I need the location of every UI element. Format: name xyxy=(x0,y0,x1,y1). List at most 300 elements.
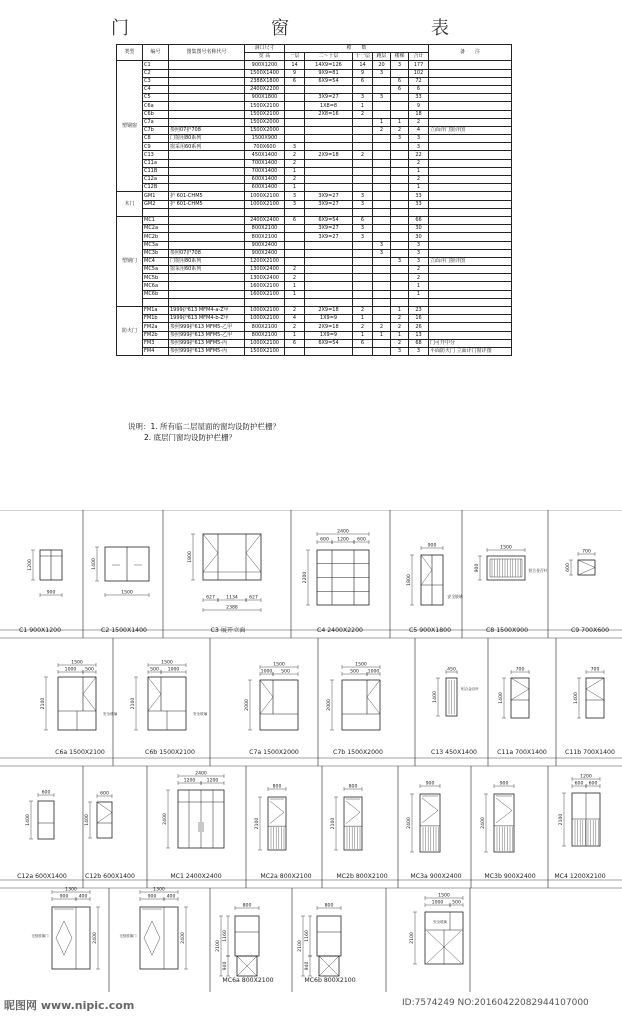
drawing-16 xyxy=(162,771,224,849)
cell-note xyxy=(429,85,512,93)
cell-c1: 6 xyxy=(285,77,305,85)
cell-size: 1000X2100 xyxy=(245,200,285,208)
drawing-4 xyxy=(406,543,463,606)
col-header-atlas: 图集图号名称代号 xyxy=(169,45,245,61)
col-header-count: 樘 数 xyxy=(285,45,429,53)
cell-note: 立面详门窗详图 xyxy=(429,257,512,265)
cell-size: 2388X1800 xyxy=(245,77,285,85)
cell-c3 xyxy=(353,167,373,175)
dimension-label: 1300 xyxy=(65,887,77,893)
cell-c5: 3 xyxy=(391,257,409,265)
cell-atlas: 参照999护613 MFM5-乙甲 xyxy=(169,323,245,331)
cell-c5 xyxy=(391,69,409,77)
cell-c1: 2 xyxy=(285,274,305,282)
cell-note xyxy=(429,159,512,167)
cell-c5 xyxy=(391,225,409,233)
cell-total xyxy=(409,208,429,216)
col-header-floor1: 一层 xyxy=(285,53,305,61)
dimension-label: 700 xyxy=(590,667,600,673)
cell-size: 1500X900 xyxy=(245,135,285,143)
cell-c2 xyxy=(305,184,353,192)
dimension-label: 1500 xyxy=(273,662,285,668)
cell-atlas xyxy=(169,102,245,110)
image-id: ID:7574249 NO:20160422082944107000 xyxy=(402,998,589,1008)
cell-c2 xyxy=(305,249,353,257)
table-row xyxy=(117,225,512,233)
cell-c1 xyxy=(285,257,305,265)
cell-note xyxy=(429,225,512,233)
col-header-type: 类型 xyxy=(117,45,143,61)
cell-atlas xyxy=(169,159,245,167)
cell-total: 4 xyxy=(409,126,429,134)
drawing-caption: C11b 700X1400 xyxy=(565,749,615,756)
cell-atlas xyxy=(169,225,245,233)
table-row xyxy=(117,94,512,102)
cell-code: C8 xyxy=(143,135,169,143)
cell-size: 450X1400 xyxy=(245,151,285,159)
cell-c4 xyxy=(373,77,391,85)
drawing-caption: C1 900X1200 xyxy=(18,627,62,634)
cell-size: 600X1400 xyxy=(245,176,285,184)
cell-c4 xyxy=(373,167,391,175)
cell-note xyxy=(429,216,512,224)
table-row xyxy=(117,85,512,93)
cell-c3: 3 xyxy=(353,225,373,233)
dimension-label: 2100 xyxy=(41,697,46,710)
drawing-14 xyxy=(25,790,54,840)
cell-size: 1300X2400 xyxy=(245,266,285,274)
cell-c1 xyxy=(285,135,305,143)
cell-c4: 1 xyxy=(373,331,391,339)
cell-note xyxy=(429,233,512,241)
cell-size: 1500X2000 xyxy=(245,126,285,134)
cell-size: 600X1400 xyxy=(245,184,285,192)
cell-c1: 3 xyxy=(285,192,305,200)
dimension-label: 2400 xyxy=(163,813,168,825)
cell-c2 xyxy=(305,167,353,175)
table-row xyxy=(117,315,512,323)
table-row xyxy=(117,290,512,298)
cell-size: 1000X2100 xyxy=(245,339,285,347)
cell-note xyxy=(429,77,512,85)
cell-note xyxy=(429,151,512,159)
cell-c3 xyxy=(353,159,373,167)
cell-size: 1300X2400 xyxy=(245,274,285,282)
col-header-floor11: 十一层 xyxy=(353,53,373,61)
cell-total: 68 xyxy=(409,339,429,347)
drawing-7 xyxy=(40,660,118,731)
dimension-label: 1800 xyxy=(188,551,193,563)
cell-c2 xyxy=(305,347,353,355)
cell-size: 800X2100 xyxy=(245,233,285,241)
cell-note xyxy=(429,249,512,257)
cell-c3 xyxy=(353,274,373,282)
drawing-caption: MC4 1200X2100 xyxy=(554,873,606,880)
category-cell: 塑钢窗 xyxy=(117,61,143,192)
cell-c1 xyxy=(285,225,305,233)
page-title: 门 窗 表 xyxy=(111,18,511,39)
cell-c1: 14 xyxy=(285,61,305,69)
cell-c4 xyxy=(373,282,391,290)
cell-size: 900X1800 xyxy=(245,94,285,102)
drawing-caption: C2 1500X1400 xyxy=(101,627,147,634)
dimension-label: 500 xyxy=(281,669,290,675)
cell-c2 xyxy=(305,126,353,134)
dimension-label: 2400 xyxy=(407,817,412,829)
cell-c4 xyxy=(373,298,391,306)
cell-c3: 2 xyxy=(353,307,373,315)
cell-code: GM2 xyxy=(143,200,169,208)
cell-c3: 3 xyxy=(353,233,373,241)
table-row xyxy=(117,208,512,216)
cell-c1: 1 xyxy=(285,184,305,192)
dimension-label: 1500 xyxy=(71,660,83,666)
dimension-label: 1500 xyxy=(500,545,512,551)
table-row xyxy=(117,331,512,339)
dimension-label: 600 xyxy=(320,537,329,543)
cell-c5: 3 xyxy=(391,61,409,69)
cell-atlas xyxy=(169,290,245,298)
cell-atlas: 护 601-CHM5 xyxy=(169,192,245,200)
dimension-label: 500 xyxy=(452,900,461,906)
elevation-drawings xyxy=(0,510,622,992)
table-row xyxy=(117,249,512,257)
cell-c3 xyxy=(353,118,373,126)
cell-c2: 2X9=18 xyxy=(305,323,353,331)
dimension-label: 1160 xyxy=(223,930,228,942)
cell-c3: 9 xyxy=(353,69,373,77)
cell-c3 xyxy=(353,290,373,298)
cell-note xyxy=(429,323,512,331)
dimension-label: 400 xyxy=(166,894,176,900)
notes xyxy=(128,421,280,443)
cell-c5: 3 xyxy=(391,347,409,355)
cell-size: 1500X1400 xyxy=(245,69,285,77)
cell-c5 xyxy=(391,249,409,257)
cell-c4 xyxy=(373,266,391,274)
dimension-label: 627 xyxy=(249,595,258,601)
cell-c4 xyxy=(373,102,391,110)
dimension-label: 1400 xyxy=(26,814,31,826)
note-line: 2. 底层门窗均设防护栏栅？ xyxy=(144,433,237,442)
cell-c3 xyxy=(353,266,373,274)
dimension-label: 1400 xyxy=(433,691,438,703)
cell-total: 2 xyxy=(409,118,429,126)
cell-code: MC5a xyxy=(143,266,169,274)
dimension-label: 1000 xyxy=(64,667,77,673)
cell-atlas xyxy=(169,167,245,175)
cell-c1 xyxy=(285,102,305,110)
cell-c3 xyxy=(353,257,373,265)
cell-size: 1500X2100 xyxy=(245,110,285,118)
dimension-label: 450 xyxy=(447,667,456,673)
drawing-6 xyxy=(565,549,595,576)
cell-c5 xyxy=(391,110,409,118)
cell-code: C7a xyxy=(143,118,169,126)
drawing-caption: MC6b 800X2100 xyxy=(304,977,356,984)
cell-code: C3 xyxy=(143,77,169,85)
cell-c2 xyxy=(305,118,353,126)
cell-c2: 9X9=81 xyxy=(305,69,353,77)
dimension-label: 900 xyxy=(427,543,437,549)
cell-total: 3 xyxy=(409,241,429,249)
cell-note xyxy=(429,176,512,184)
table-row xyxy=(117,167,512,175)
cell-c3: 1 xyxy=(353,331,373,339)
cell-c5: 2 xyxy=(391,315,409,323)
dimension-label: 1160 xyxy=(305,930,310,942)
cell-code: MC2b xyxy=(143,233,169,241)
cell-note xyxy=(429,61,512,69)
dimension-label: 1134 xyxy=(226,595,238,601)
cell-c4 xyxy=(373,208,391,216)
cell-c4: 3 xyxy=(373,94,391,102)
table-row xyxy=(117,339,512,347)
cell-total: 102 xyxy=(409,69,429,77)
dimension-label: 940 xyxy=(223,961,228,971)
table-row xyxy=(117,266,512,274)
table-row xyxy=(117,184,512,192)
table-row xyxy=(117,347,512,355)
table-row xyxy=(117,118,512,126)
cell-total: 30 xyxy=(409,225,429,233)
cell-code: MC6b xyxy=(143,290,169,298)
cell-c1: 1 xyxy=(285,167,305,175)
cell-c4: 1 xyxy=(373,118,391,126)
cell-c5: 3 xyxy=(391,135,409,143)
cell-c4 xyxy=(373,257,391,265)
cell-size: 800X2100 xyxy=(245,331,285,339)
cell-total: 13 xyxy=(409,331,429,339)
dimension-label: 2100 xyxy=(410,932,415,944)
drawing-caption: C6b 1500X2100 xyxy=(145,749,195,756)
cell-c4 xyxy=(373,307,391,315)
cell-c5 xyxy=(391,176,409,184)
category-cell: 木门 xyxy=(117,192,143,217)
glass-note: 无框玻璃门 xyxy=(119,934,137,938)
cell-code: MC2a xyxy=(143,225,169,233)
cell-total: 2 xyxy=(409,176,429,184)
drawing-23 xyxy=(120,887,188,970)
drawing-15 xyxy=(84,791,112,839)
cell-size: 1500X2100 xyxy=(245,102,285,110)
cell-total: 33 xyxy=(409,192,429,200)
dimension-label: 500 xyxy=(85,667,94,673)
drawing-caption: MC1 2400X2400 xyxy=(170,873,222,880)
table-row xyxy=(117,200,512,208)
cell-c5 xyxy=(391,167,409,175)
cell-size xyxy=(245,298,285,306)
cell-c4 xyxy=(373,151,391,159)
cell-total: 72 xyxy=(409,77,429,85)
col-header-jump: 跑层 xyxy=(373,53,391,61)
cell-total: 23 xyxy=(409,307,429,315)
cell-atlas xyxy=(169,274,245,282)
cell-c4 xyxy=(373,192,391,200)
cell-c2: 6X9=54 xyxy=(305,77,353,85)
cell-c1: 2 xyxy=(285,176,305,184)
cell-c2: 3X9=27 xyxy=(305,233,353,241)
cell-c1: 6 xyxy=(285,339,305,347)
cell-c1 xyxy=(285,298,305,306)
cell-c3 xyxy=(353,208,373,216)
cell-atlas: 参照07护708 xyxy=(169,126,245,134)
table-row xyxy=(117,274,512,282)
dimension-label: 400 xyxy=(78,894,88,900)
dimension-label: 2400 xyxy=(337,529,349,535)
cell-atlas xyxy=(169,110,245,118)
dimension-label: 2400 xyxy=(181,932,186,944)
table-row xyxy=(117,323,512,331)
cell-c2 xyxy=(305,143,353,151)
cell-c1: 1 xyxy=(285,290,305,298)
cell-c5 xyxy=(391,274,409,282)
cell-total: 18 xyxy=(409,110,429,118)
cell-size: 2400X2200 xyxy=(245,85,285,93)
cell-code: MC1 xyxy=(143,216,169,224)
cell-c5 xyxy=(391,94,409,102)
table-row xyxy=(117,282,512,290)
cell-note xyxy=(429,241,512,249)
dimension-label: 700 xyxy=(582,549,591,555)
cell-total: 33 xyxy=(409,200,429,208)
table-row xyxy=(117,233,512,241)
glass-note: 无框玻璃门 xyxy=(31,934,49,938)
drawing-11 xyxy=(432,667,479,717)
drawing-8 xyxy=(130,660,208,731)
cell-size: 800X2100 xyxy=(245,225,285,233)
cell-atlas: 参照999护613 MFM5-丙 xyxy=(169,347,245,355)
cell-c2 xyxy=(305,159,353,167)
drawing-22 xyxy=(32,887,100,970)
drawing-caption: C5 900X1800 xyxy=(408,627,452,634)
cell-c2 xyxy=(305,298,353,306)
cell-c1 xyxy=(285,85,305,93)
dimension-label: 2000 xyxy=(327,699,332,711)
cell-c3 xyxy=(353,176,373,184)
cell-atlas xyxy=(169,233,245,241)
cell-c4: 2 xyxy=(373,126,391,134)
cell-c5: 1 xyxy=(391,118,409,126)
cell-c1 xyxy=(285,347,305,355)
table-row xyxy=(117,151,512,159)
table-row xyxy=(117,135,512,143)
dimension-label: 1500 xyxy=(121,590,133,596)
cell-code: FM2a xyxy=(143,323,169,331)
cell-total: 3 xyxy=(409,347,429,355)
cell-note xyxy=(429,331,512,339)
drawing-2 xyxy=(187,534,261,612)
col-header-opening: 洞口尺寸 xyxy=(245,45,285,53)
drawing-caption: C3 展开立面 xyxy=(210,627,246,634)
table-row xyxy=(117,77,512,85)
dimension-label: 1000 xyxy=(167,667,180,673)
cell-c5 xyxy=(391,143,409,151)
cell-c5 xyxy=(391,151,409,159)
dimension-label: 2100 xyxy=(255,817,260,830)
dimension-label: 500 xyxy=(350,669,359,675)
cell-code: GM1 xyxy=(143,192,169,200)
table-header-row xyxy=(117,45,512,53)
cell-c3 xyxy=(353,347,373,355)
glass-note: 安全玻璃 xyxy=(433,920,447,924)
cell-code: C11B xyxy=(143,167,169,175)
drawing-caption: C12b 600X1400 xyxy=(85,873,135,880)
cell-total: 33 xyxy=(409,94,429,102)
drawing-caption: MC2a 800X2100 xyxy=(260,873,312,880)
cell-total: 16 xyxy=(409,315,429,323)
dimension-label: 900 xyxy=(475,563,480,573)
cell-c4 xyxy=(373,225,391,233)
cell-note xyxy=(429,118,512,126)
drawing-caption: C12a 600X1400 xyxy=(17,873,67,880)
dimension-label: 1000 xyxy=(431,900,444,906)
cell-code: C12B xyxy=(143,184,169,192)
cell-c1: 2 xyxy=(285,323,305,331)
cell-c4 xyxy=(373,216,391,224)
cell-c1 xyxy=(285,233,305,241)
dimension-label: 1400 xyxy=(499,692,504,704)
cell-total: 3 xyxy=(409,257,429,265)
cell-code xyxy=(143,208,169,216)
cell-c5: 6 xyxy=(391,85,409,93)
dimension-label: 1800 xyxy=(407,574,412,586)
cell-total: 3 xyxy=(409,135,429,143)
dimension-label: 900 xyxy=(46,590,56,596)
cell-c2: 2X9=18 xyxy=(305,307,353,315)
drawing-9 xyxy=(244,662,298,731)
cell-c5 xyxy=(391,192,409,200)
cell-size: 1600X2100 xyxy=(245,282,285,290)
drawing-caption: MC6a 800X2100 xyxy=(222,977,274,984)
dimension-label: 600 xyxy=(100,791,109,797)
cell-c2: 6X9=54 xyxy=(305,216,353,224)
cell-c4 xyxy=(373,135,391,143)
cell-c3 xyxy=(353,135,373,143)
cell-total: 2 xyxy=(409,266,429,274)
cell-size: 1600X2100 xyxy=(245,290,285,298)
cell-c5 xyxy=(391,184,409,192)
cell-c3: 3 xyxy=(353,94,373,102)
cell-c3 xyxy=(353,184,373,192)
table-body xyxy=(117,61,512,356)
louver-note: 铝合金百叶 xyxy=(528,568,548,573)
cell-c5 xyxy=(391,159,409,167)
cell-c3: 1 xyxy=(353,315,373,323)
cell-c5: 2 xyxy=(391,126,409,134)
cell-c4 xyxy=(373,85,391,93)
cell-note xyxy=(429,184,512,192)
cell-c4 xyxy=(373,200,391,208)
cell-c4 xyxy=(373,184,391,192)
cell-atlas: 门窗用80系列 xyxy=(169,257,245,265)
cell-c2: 3X9=27 xyxy=(305,94,353,102)
drawing-13 xyxy=(573,667,604,719)
cell-c3: 6 xyxy=(353,216,373,224)
dimension-label: 800 xyxy=(348,784,358,790)
cell-atlas xyxy=(169,176,245,184)
cell-note xyxy=(429,110,512,118)
cell-note xyxy=(429,315,512,323)
dimension-label: 900 xyxy=(59,894,69,900)
cell-atlas xyxy=(169,94,245,102)
cell-size: 1000X2100 xyxy=(245,307,285,315)
cell-code: MC6a xyxy=(143,282,169,290)
cell-c2 xyxy=(305,208,353,216)
table-row xyxy=(117,216,512,224)
drawing-12 xyxy=(498,667,529,719)
cell-c2 xyxy=(305,176,353,184)
